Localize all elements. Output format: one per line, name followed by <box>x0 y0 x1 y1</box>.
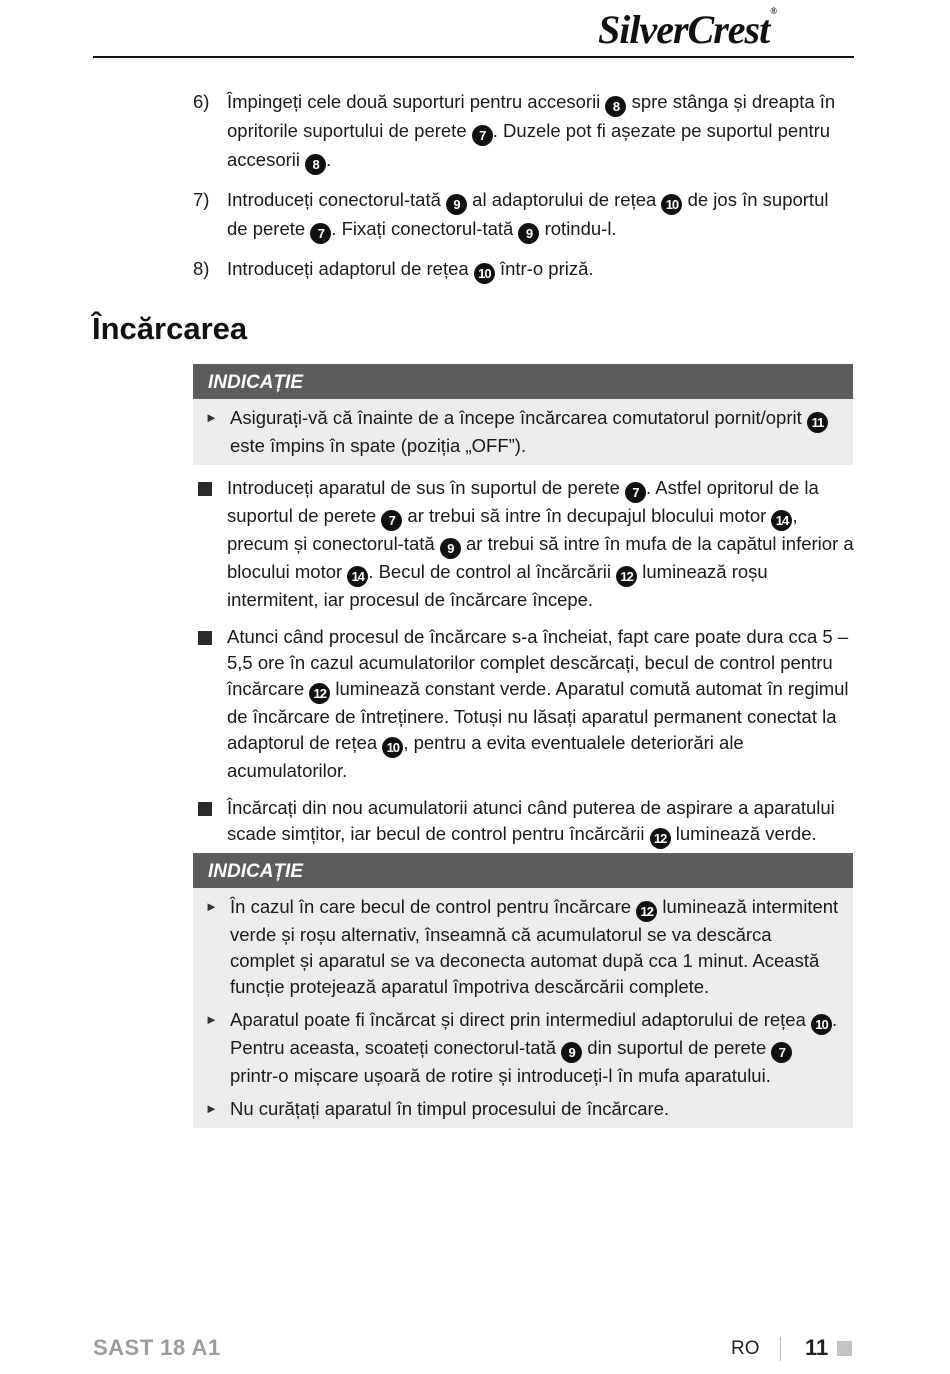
bullet-text: Încărcați din nou acumulatorii atunci când puterea de aspirare a aparatului scade simțitor, iar becul de control pentru încărcării 12 luminează verde. <box>227 795 863 849</box>
bullet-item <box>198 624 863 784</box>
callout-number-7: 7 <box>472 125 493 146</box>
bullet-item <box>198 475 863 613</box>
note-item-text: În cazul în care becul de control pentru încărcare 12 luminează intermitent verde și roșu alternativ, înseamnă că acumulatorul se va descărca complet și aparatul se va deconecta automat după cca 1 minut. Această funcție protejează aparatul împotriva descărcării complete. <box>230 896 839 997</box>
note-heading: INDICAȚIE <box>193 364 853 399</box>
step-number: 6) <box>193 91 210 112</box>
brand-logo <box>598 6 776 53</box>
section-title: Încărcarea <box>92 311 248 346</box>
step-item <box>193 186 853 244</box>
callout-number-10: 10 <box>661 194 682 215</box>
note-box-2 <box>193 853 853 1128</box>
header-rule <box>93 56 854 58</box>
callout-number-10: 10 <box>382 737 403 758</box>
callout-number-11: 11 <box>807 412 828 433</box>
page-number: 11 <box>805 1335 829 1360</box>
step-text: Introduceți adaptorul de rețea 10 într-o priză. <box>227 255 853 284</box>
footer-language: RO <box>731 1338 760 1359</box>
arrow-bullet-icon: ► <box>205 1101 218 1116</box>
step-text: Împingeți cele două suporturi pentru accesorii 8 spre stânga și dreapta în opritorile suportului de perete 7 . Duzele pot fi așezate pe suportul pentru accesorii 8 . <box>227 88 853 175</box>
footer-divider <box>780 1337 781 1361</box>
callout-number-7: 7 <box>310 223 331 244</box>
step-item <box>193 255 853 284</box>
step-number: 7) <box>193 189 210 210</box>
note-item <box>205 1096 841 1122</box>
note-item <box>205 894 841 1000</box>
callout-number-9: 9 <box>446 194 467 215</box>
callout-number-12: 12 <box>616 566 637 587</box>
step-number: 8) <box>193 258 210 279</box>
note-body <box>193 399 853 465</box>
callout-number-10: 10 <box>811 1014 832 1035</box>
callout-number-14: 14 <box>771 510 792 531</box>
arrow-bullet-icon: ► <box>205 410 218 425</box>
step-list <box>193 88 853 295</box>
callout-number-7: 7 <box>381 510 402 531</box>
brand-name: SilverCrest <box>598 7 770 52</box>
note-body <box>193 888 853 1128</box>
callout-number-12: 12 <box>650 828 671 849</box>
bullet-item <box>198 795 863 849</box>
footer-square-mark <box>837 1341 852 1356</box>
callout-number-9: 9 <box>518 223 539 244</box>
note-item-text: Aparatul poate fi încărcat și direct prin intermediul adaptorului de rețea 10 . Pentru aceasta, scoateți conectorul-tată 9 din suportul de perete 7 printr-o mișcare ușoară de rotire și introduceți-l în mufa aparatului. <box>230 1009 838 1086</box>
note-item-text: Asigurați-vă că înainte de a începe încărcarea comutatorul pornit/oprit 11 este împins în spate (poziția „OFF”). <box>230 405 841 459</box>
callout-number-7: 7 <box>625 482 646 503</box>
arrow-bullet-icon: ► <box>205 1012 218 1027</box>
bullet-text: Atunci când procesul de încărcare s-a încheiat, fapt care poate dura cca 5 – 5,5 ore în cazul acumulatorilor complet descărcați, becul de control pentru încărcare 12 luminează constant verde. Aparatul comută automat în regimul de încărcare de întreținere. Totuși nu lăsați aparatul permanent conectat la adaptorul de rețea 10 , pentru a evita eventualele deteriorări ale acumulatorilor. <box>227 626 849 781</box>
note-heading: INDICAȚIE <box>193 853 853 888</box>
footer-model: SAST 18 A1 <box>93 1335 221 1360</box>
square-bullet-icon <box>198 802 212 816</box>
note-item-text: Nu curățați aparatul în timpul procesului de încărcare. <box>230 1098 670 1119</box>
bullet-list <box>198 475 863 860</box>
callout-number-10: 10 <box>474 263 495 284</box>
callout-number-9: 9 <box>440 538 461 559</box>
callout-number-9: 9 <box>561 1042 582 1063</box>
callout-number-12: 12 <box>636 901 657 922</box>
callout-number-14: 14 <box>347 566 368 587</box>
callout-number-12: 12 <box>309 683 330 704</box>
registered-mark: ® <box>770 6 776 16</box>
arrow-bullet-icon: ► <box>205 899 218 914</box>
note-item <box>205 1007 841 1089</box>
note-box-1 <box>193 364 853 465</box>
step-text: Introduceți conectorul-tată 9 al adaptorului de rețea 10 de jos în suportul de perete 7 . Fixați conectorul-tată 9 rotindu-l. <box>227 186 853 244</box>
callout-number-8: 8 <box>605 96 626 117</box>
square-bullet-icon <box>198 482 212 496</box>
bullet-text: Introduceți aparatul de sus în suportul de perete 7 . Astfel opritorul de la suportul de perete 7 ar trebui să intre în decupajul blocului motor 14 , precum și conectorul-tată 9 ar trebui să intre în mufa de la capătul inferior a blocului motor 14 . Becul de control al încărcării 12 luminează roșu intermitent, iar procesul de încărcare începe. <box>227 477 854 610</box>
callout-number-8: 8 <box>305 154 326 175</box>
note-item <box>205 405 841 459</box>
square-bullet-icon <box>198 631 212 645</box>
step-item <box>193 88 853 175</box>
callout-number-7: 7 <box>771 1042 792 1063</box>
